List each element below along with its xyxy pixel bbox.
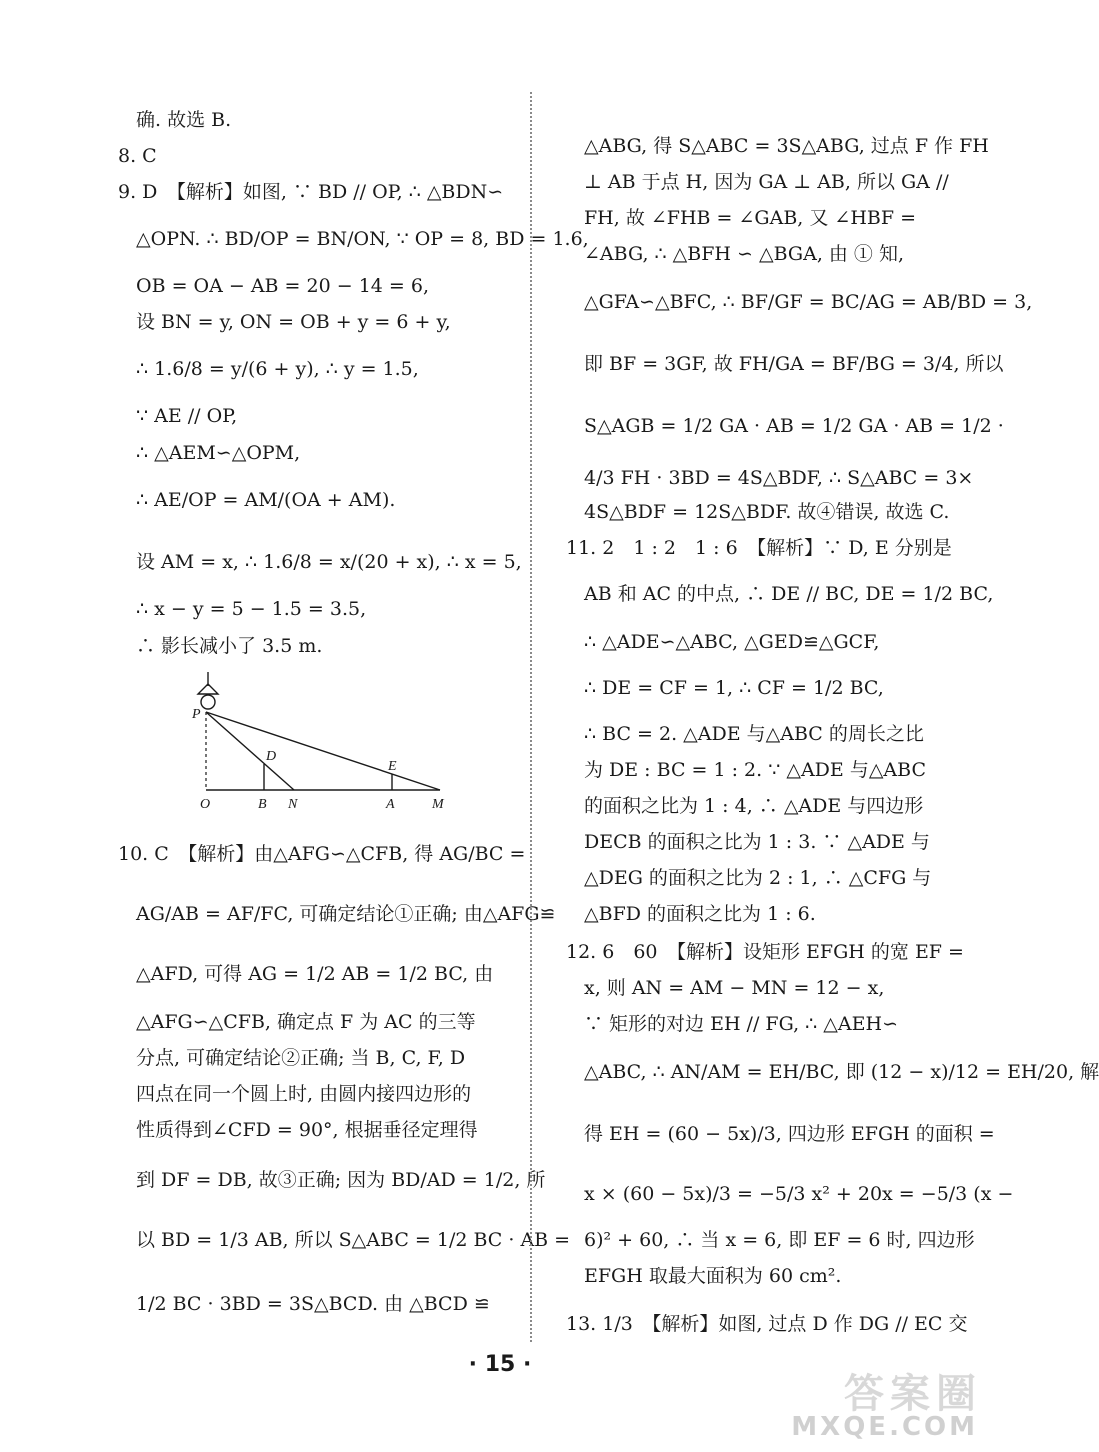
shadow-geometry-figure	[190, 672, 460, 812]
text-line: 设 BN = y, ON = OB + y = 6 + y,	[136, 311, 451, 333]
text-line: ∴ △AEM∽△OPM,	[136, 442, 301, 464]
text-line: DECB 的面积之比为 1 : 3. ∵ △ADE 与	[584, 831, 930, 853]
text-line: 到 DF = DB, 故③正确; 因为 BD/AD = 1/2, 所	[136, 1169, 546, 1191]
text-line: △AFG∽△CFB, 确定点 F 为 AC 的三等	[136, 1011, 476, 1033]
text-line: 四点在同一个圆上时, 由圆内接四边形的	[136, 1083, 472, 1105]
text-line: ∵ AE // OP,	[136, 405, 238, 427]
text-line: 以 BD = 1/3 AB, 所以 S△ABC = 1/2 BC · AB =	[136, 1229, 571, 1251]
text-line: △BFD 的面积之比为 1 : 6.	[584, 903, 816, 925]
text-line: △AFD, 可得 AG = 1/2 AB = 1/2 BC, 由	[136, 963, 494, 985]
text-line: 设 AM = x, ∴ 1.6/8 = x/(20 + x), ∴ x = 5,	[136, 551, 522, 573]
text-line: ∴ BC = 2. △ADE 与△ABC 的周长之比	[584, 723, 924, 745]
label-D: D	[266, 749, 277, 764]
text-line: x, 则 AN = AM − MN = 12 − x,	[584, 977, 885, 999]
text-line: 4/3 FH · 3BD = 4S△BDF, ∴ S△ABC = 3×	[584, 467, 974, 489]
label-A: A	[386, 797, 395, 812]
text-line: △GFA∽△BFC, ∴ BF/GF = BC/AG = AB/BD = 3,	[584, 291, 1033, 313]
text-line: 即 BF = 3GF, 故 FH/GA = BF/BG = 3/4, 所以	[584, 353, 1004, 375]
text-line: 分点, 可确定结论②正确; 当 B, C, F, D	[136, 1047, 466, 1069]
label-P: P	[192, 707, 201, 722]
text-line: ∴ AE/OP = AM/(OA + AM).	[136, 489, 396, 511]
text-line: EFGH 取最大面积为 60 cm².	[584, 1265, 842, 1287]
label-N: N	[288, 797, 298, 812]
answer-9: 9. D 【解析】如图, ∵ BD // OP, ∴ △BDN∽	[118, 181, 504, 203]
answer-10: 10. C 【解析】由△AFG∽△CFB, 得 AG/BC =	[118, 843, 526, 865]
text-line: ∵ 矩形的对边 EH // FG, ∴ △AEH∽	[584, 1013, 898, 1035]
text-line: △DEG 的面积之比为 2 : 1, ∴ △CFG 与	[584, 867, 932, 889]
text-line: ∴ 影长减小了 3.5 m.	[136, 635, 323, 657]
text-line: 6)² + 60, ∴ 当 x = 6, 即 EF = 6 时, 四边形	[584, 1229, 975, 1251]
text-line: OB = OA − AB = 20 − 14 = 6,	[136, 275, 429, 297]
answer-8: 8. C	[118, 145, 157, 167]
ray-PM	[206, 712, 440, 790]
text-line: △ABG, 得 S△ABC = 3S△ABG, 过点 F 作 FH	[584, 135, 989, 157]
text-line: AB 和 AC 的中点, ∴ DE // BC, DE = 1/2 BC,	[584, 583, 994, 605]
ray-PN	[206, 712, 294, 790]
text-line: S△AGB = 1/2 GA · AB = 1/2 GA · AB = 1/2 ·	[584, 415, 1004, 437]
column-divider	[530, 92, 532, 1342]
answer-12: 12. 6 60 【解析】设矩形 EFGH 的宽 EF =	[566, 941, 964, 963]
label-B: B	[258, 797, 267, 812]
text-line: 1/2 BC · 3BD = 3S△BCD. 由 △BCD ≌	[136, 1293, 490, 1315]
text-line: FH, 故 ∠FHB = ∠GAB, 又 ∠HBF =	[584, 207, 916, 229]
text-line: 得 EH = (60 − 5x)/3, 四边形 EFGH 的面积 =	[584, 1123, 995, 1145]
page-number: · 15 ·	[468, 1352, 532, 1377]
watermark-url: MXQE.COM	[791, 1412, 978, 1442]
watermark-logo	[791, 1362, 982, 1442]
watermark-text: 答案圈	[844, 1371, 982, 1417]
label-E: E	[388, 759, 397, 774]
text-line: 确. 故选 B.	[136, 109, 232, 131]
label-M: M	[432, 797, 444, 812]
text-line: ∴ 1.6/8 = y/(6 + y), ∴ y = 1.5,	[136, 358, 419, 380]
text-line: ∠ABG, ∴ △BFH ∽ △BGA, 由 ① 知,	[584, 243, 905, 265]
text-line: 的面积之比为 1 : 4, ∴ △ADE 与四边形	[584, 795, 924, 817]
label-O: O	[200, 797, 211, 812]
answer-11: 11. 2 1 : 2 1 : 6 【解析】∵ D, E 分别是	[566, 537, 952, 559]
text-line: ∴ △ADE∽△ABC, △GED≌△GCF,	[584, 631, 880, 653]
answer-13: 13. 1/3 【解析】如图, 过点 D 作 DG // EC 交	[566, 1313, 968, 1335]
text-line: 为 DE : BC = 1 : 2. ∵ △ADE 与△ABC	[584, 759, 927, 781]
text-line: AG/AB = AF/FC, 可确定结论①正确; 由△AFG≌	[136, 903, 556, 925]
text-line: ∴ DE = CF = 1, ∴ CF = 1/2 BC,	[584, 677, 884, 699]
text-line: ∴ x − y = 5 − 1.5 = 3.5,	[136, 598, 367, 620]
lamp-icon	[198, 672, 218, 709]
text-line: x × (60 − 5x)/3 = −5/3 x² + 20x = −5/3 (x −	[584, 1183, 1014, 1205]
text-line: 4S△BDF = 12S△BDF. 故④错误, 故选 C.	[584, 501, 950, 523]
text-line: △ABC, ∴ AN/AM = EH/BC, 即 (12 − x)/12 = EH/20, 解	[584, 1061, 1099, 1083]
text-line: 性质得到∠CFD = 90°, 根据垂径定理得	[136, 1119, 478, 1141]
text-line: △OPN. ∴ BD/OP = BN/ON, ∵ OP = 8, BD = 1.6,	[136, 228, 589, 250]
text-line: ⊥ AB 于点 H, 因为 GA ⊥ AB, 所以 GA //	[584, 171, 949, 193]
